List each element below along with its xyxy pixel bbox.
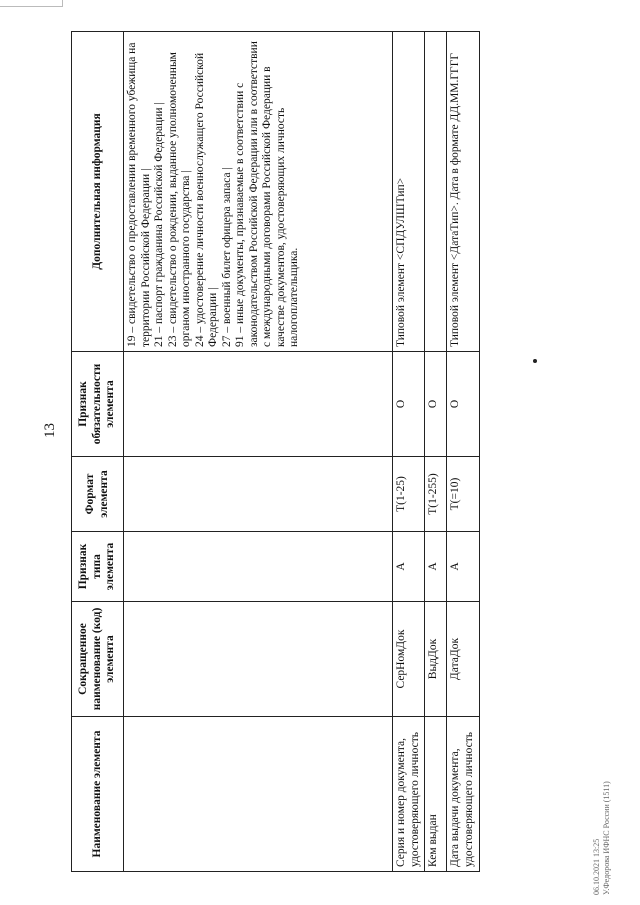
cell-format: T(1-255) [425, 457, 447, 532]
cell-short: ДатаДок [447, 602, 480, 717]
cell-type: А [425, 532, 447, 602]
cell-info: Типовой элемент <ДатаТип>. Дата в формате ДД.ММ.ГГГГ [447, 32, 480, 352]
header-name: Наименование элемента [72, 717, 124, 872]
info-line: 24 – удостоверение личности военнослужащего Российской Федерации | [193, 52, 219, 347]
header-short: Сокращенное наименование (код) элемента [72, 602, 124, 717]
info-cell [124, 32, 393, 352]
cell-name: Кем выдан [425, 717, 447, 872]
info-line: 19 – свидетельство о предоставлении временного убежища на территории Российской Федерации | [126, 42, 152, 347]
table-row-continuation [124, 32, 393, 872]
cell-name: Серия и номер документа, удостоверяющего личность [393, 717, 425, 872]
cell-info [425, 32, 447, 352]
stamp-line-1: 06.10.2021 13:25 [592, 838, 601, 895]
table-row [393, 32, 425, 872]
cell-mand: О [425, 352, 447, 457]
header-format: Формат элемента [72, 457, 124, 532]
cell-info: Типовой элемент <СПДУЛШТип> [393, 32, 425, 352]
cell-type: А [447, 532, 480, 602]
header-mand: Признак обязательности элемента [72, 352, 124, 457]
cell-short: СерНомДок [393, 602, 425, 717]
cell-type: А [393, 532, 425, 602]
stamp-line-2: У.Федорова ИФНС России (1511) [602, 781, 611, 895]
element-table-rotated [71, 32, 479, 872]
info-line: 23 – свидетельство о рождении, выданное уполномоченным органом иностранного государства | [166, 52, 192, 347]
cell-mand: О [393, 352, 425, 457]
cell-name: Дата выдачи документа, удостоверяющего личность [447, 717, 480, 872]
info-line: 21 – паспорт гражданина Российской Федерации | [153, 102, 165, 347]
table-row [447, 32, 480, 872]
info-line: 91 – иные документы, признаваемые в соответствии с законодательством Российской Федерации или в соответствии с международными договорами Российской Федерации в качестве документов, удостоверяющих личность налогоплательщика. [234, 41, 300, 347]
table-row [425, 32, 447, 872]
cell-format: T(1-25) [393, 457, 425, 532]
cell-mand: О [447, 352, 480, 457]
stray-mark [533, 359, 537, 363]
cell-short: ВыдДок [425, 602, 447, 717]
element-table [71, 31, 480, 872]
info-line: 27 – военный билет офицера запаса | [220, 167, 233, 347]
top-rule [0, 0, 63, 7]
cell-format: T(=10) [447, 457, 480, 532]
page-number: 13 [42, 423, 58, 438]
header-type: Признак типа элемента [72, 532, 124, 602]
footer-stamp [592, 781, 612, 895]
table-header-row [72, 32, 124, 872]
header-info: Дополнительная информация [72, 32, 124, 352]
